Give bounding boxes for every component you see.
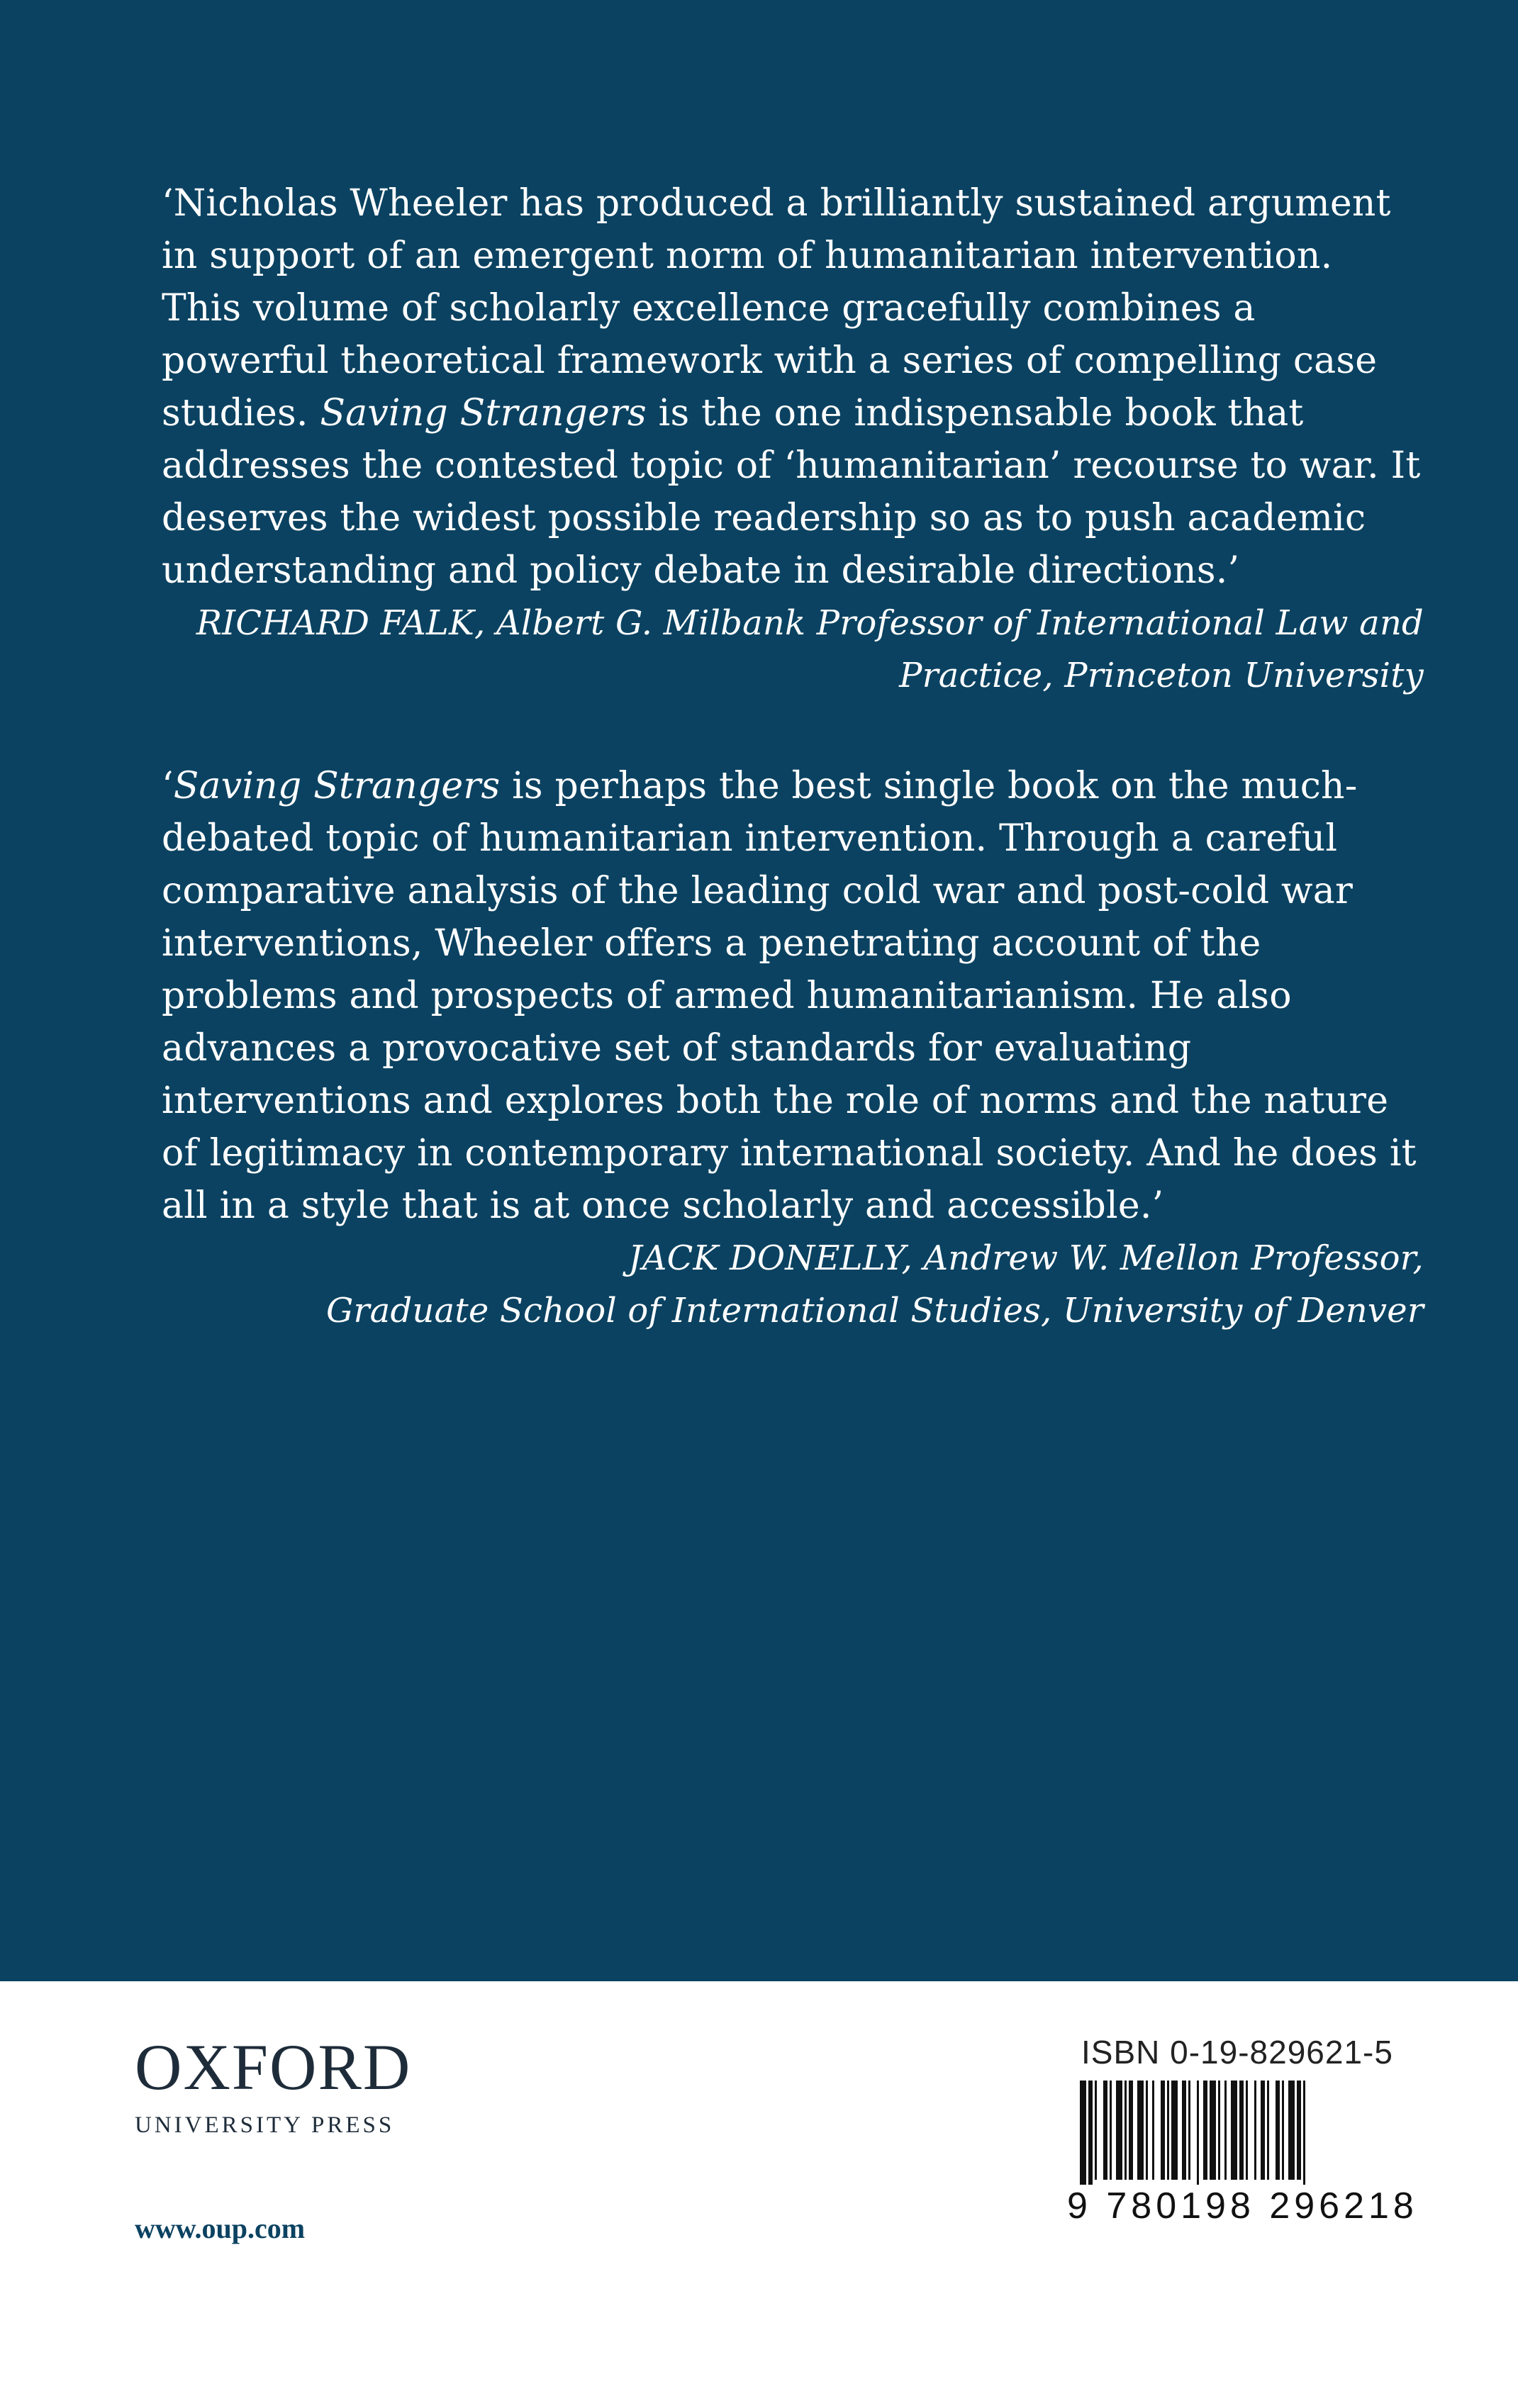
book-title-italic: Saving Strangers	[320, 392, 647, 435]
barcode-bar	[1110, 2081, 1112, 2180]
review-quote-donelly	[162, 760, 1424, 1337]
attribution-line: Practice, Princeton University	[899, 656, 1424, 695]
barcode-bar	[1203, 2081, 1207, 2180]
barcode-bar	[1303, 2081, 1305, 2194]
barcode-bar	[1161, 2081, 1165, 2180]
barcode-bar	[1267, 2081, 1269, 2180]
quote-text	[162, 760, 1424, 1232]
book-title-italic: Saving Strangers	[173, 765, 501, 807]
publisher-logo	[135, 2031, 440, 2141]
barcode	[1067, 2081, 1414, 2194]
barcode-bar	[1124, 2081, 1127, 2180]
barcode-bar	[1129, 2081, 1133, 2180]
barcode-bar	[1246, 2081, 1248, 2180]
barcode-number: 9 780198 296218	[1067, 2185, 1418, 2227]
isbn-label: ISBN 0-19-829621-5	[1081, 2034, 1393, 2071]
barcode-bar	[1182, 2081, 1186, 2180]
barcode-bar	[1261, 2081, 1265, 2180]
barcode-bar	[1188, 2081, 1190, 2180]
barcode-bar	[1137, 2081, 1144, 2180]
barcode-bar	[1210, 2081, 1216, 2180]
review-quote-falk	[162, 177, 1424, 702]
barcode-bar	[1095, 2081, 1097, 2180]
publisher-subname: UNIVERSITY PRESS	[135, 2112, 395, 2138]
attribution-line: JACK DONELLY, Andrew W. Mellon Professor,	[628, 1238, 1424, 1278]
quote-text-part: is the one indispensable book that addresses the contested topic of ‘humanitarian’ recourse to war. It deserves the widest possible readership so as to push academic understanding and policy debate in desirable directions.’	[162, 392, 1421, 592]
barcode-bar	[1152, 2081, 1154, 2180]
quote-text-part: Nicholas Wheeler has produced a brilliantly sustained argument in support of an emergent norm of humanitarian intervention. This volume of scholarly excellence gracefully combines a powerful theoretical framework with a series of compelling case studies.	[162, 182, 1391, 435]
publisher-name: OXFORD	[135, 2031, 412, 2103]
barcode-bar	[1146, 2081, 1148, 2180]
barcode-bar	[1231, 2081, 1237, 2180]
barcode-bar	[1218, 2081, 1220, 2180]
barcode-bar	[1254, 2081, 1256, 2180]
barcode-bar	[1171, 2081, 1178, 2180]
attribution-line: Graduate School of International Studies, University of Denver	[325, 1291, 1424, 1331]
open-quote: ‘	[162, 765, 174, 807]
quote-text	[162, 177, 1424, 597]
barcode-bar	[1088, 2081, 1093, 2194]
barcode-bar	[1224, 2081, 1227, 2180]
barcode-bar	[1297, 2081, 1301, 2180]
barcode-bar	[1239, 2081, 1244, 2180]
barcode-bar	[1080, 2081, 1086, 2194]
open-quote: ‘	[162, 182, 174, 225]
barcode-bar	[1103, 2081, 1107, 2180]
barcode-bar	[1197, 2081, 1199, 2194]
barcode-bar	[1282, 2081, 1284, 2180]
quote-text-part: is perhaps the best single book on the much-debated topic of humanitarian intervention. Through a careful comparative analysis of the leading cold war and post-cold war interventions, Wheeler offers a penetrating account of the problems and prospects of armed humanitarianism. He also advances a provocative set of standards for evaluating interventions and explores both the role of norms and the nature of legitimacy in contemporary international society. And he does it all in a style that is at once scholarly and accessible.’	[162, 765, 1417, 1227]
barcode-bar	[1276, 2081, 1280, 2180]
barcode-bar	[1167, 2081, 1169, 2180]
publisher-url[interactable]: www.oup.com	[135, 2212, 306, 2244]
attribution-line: RICHARD FALK, Albert G. Milbank Professor of International Law and	[196, 603, 1424, 643]
barcode-bar	[1116, 2081, 1122, 2180]
barcode-bar	[1288, 2081, 1295, 2180]
